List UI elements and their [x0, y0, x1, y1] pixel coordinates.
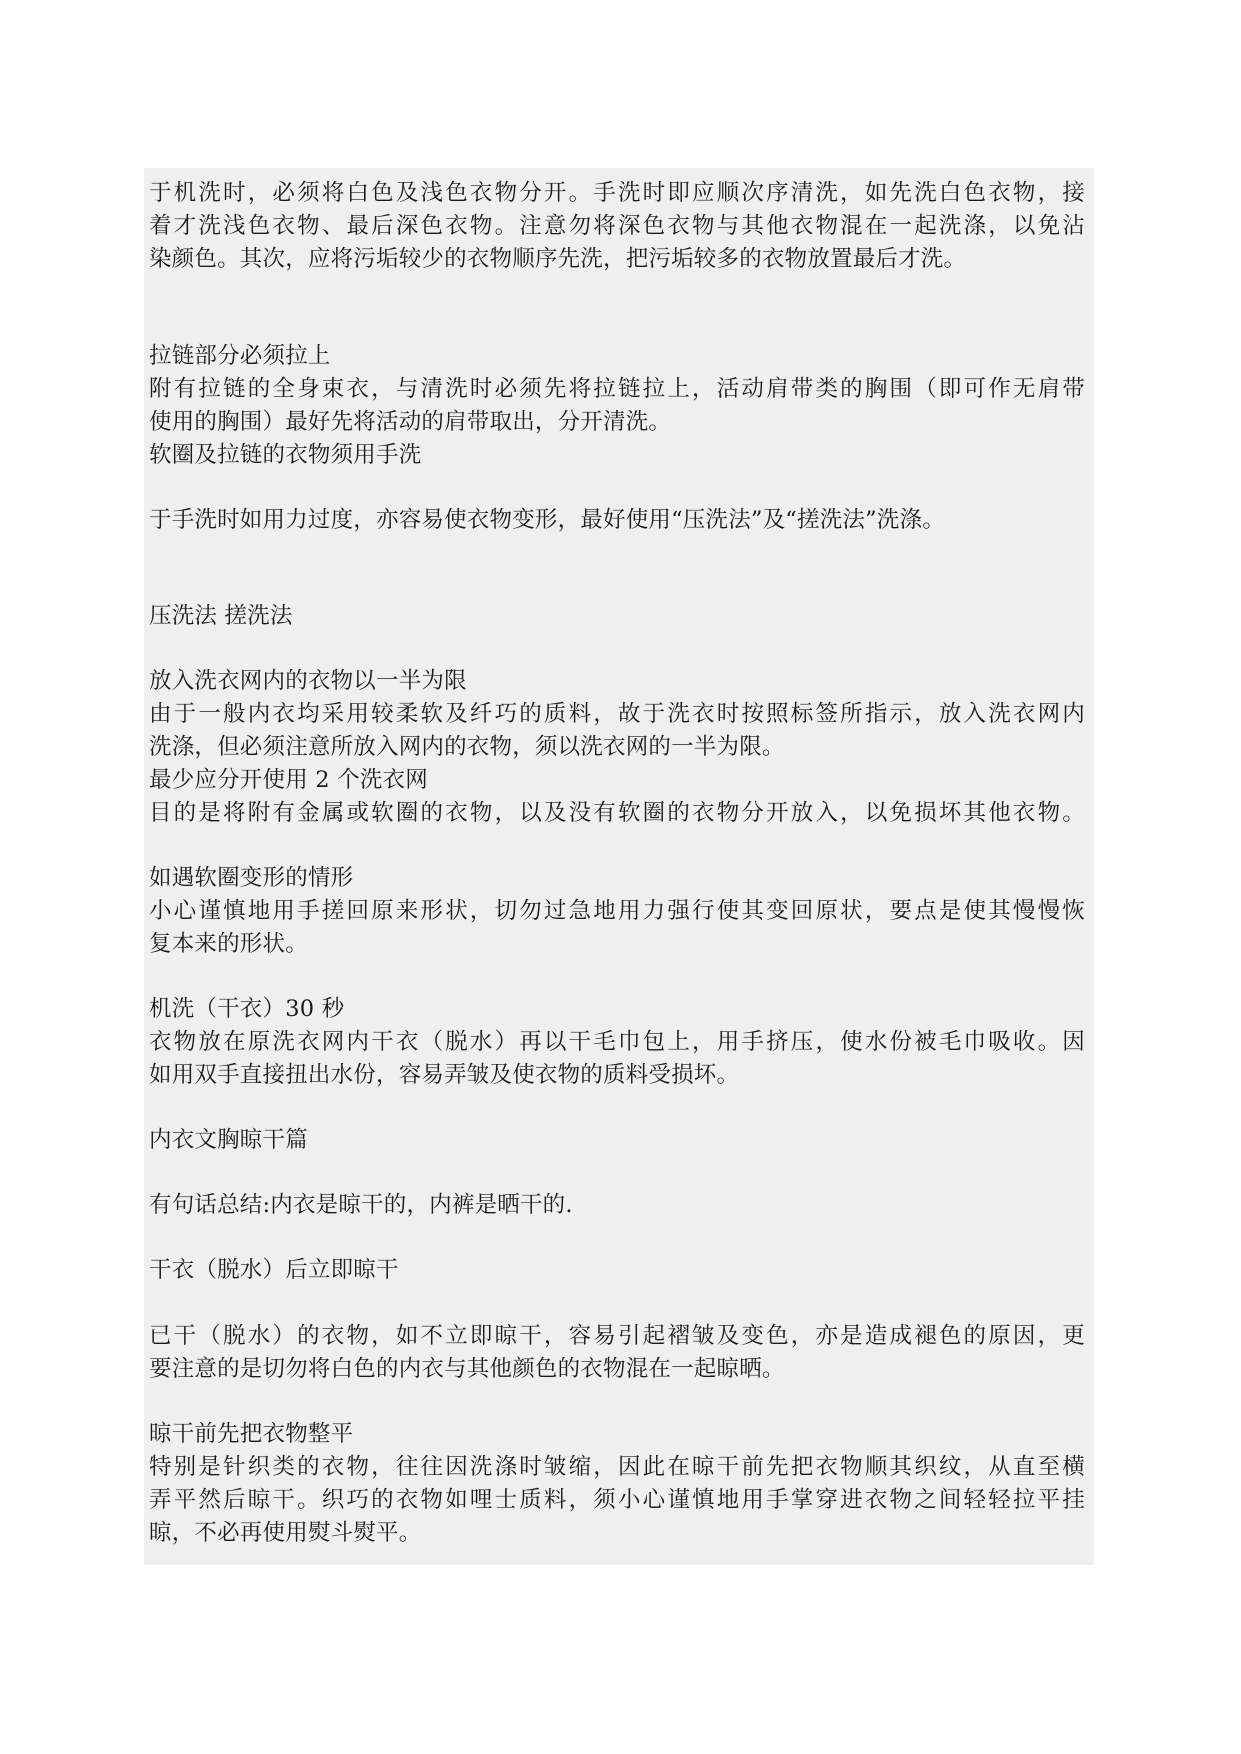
- paragraph-line: 如用双手直接扭出水份，容易弄皱及使衣物的质料受损坏。: [149, 1062, 740, 1088]
- section-heading: 拉链部分必须拉上: [149, 343, 331, 369]
- paragraph-line: 由于一般内衣均采用较柔软及纤巧的质料，故于洗衣时按照标签所指示，放入洗衣网内: [149, 701, 1085, 727]
- section-heading: 放入洗衣网内的衣物以一半为限: [149, 668, 467, 694]
- paragraph-line: 于手洗时如用力过度，亦容易使衣物变形，最好使用“压洗法”及“搓洗法”洗涤。: [149, 507, 945, 533]
- paragraph-line: 染颜色。其次，应将污垢较少的衣物顺序先洗，把污垢较多的衣物放置最后才洗。: [149, 246, 967, 272]
- section-heading: 晾干前先把衣物整平: [149, 1421, 354, 1447]
- section-heading: 干衣（脱水）后立即晾干: [149, 1257, 399, 1283]
- paragraph-line: 使用的胸围）最好先将活动的肩带取出，分开清洗。: [149, 409, 672, 435]
- section-heading: 内衣文胸晾干篇: [149, 1127, 308, 1153]
- section-heading: 如遇软圈变形的情形: [149, 865, 354, 891]
- paragraph-line: 复本来的形状。: [149, 931, 308, 957]
- paragraph-line: 衣物放在原洗衣网内干衣（脱水）再以干毛巾包上，用手挤压，使水份被毛巾吸收。因: [149, 1029, 1085, 1055]
- paragraph-line: 有句话总结:内衣是晾干的，内裤是晒干的.: [149, 1192, 573, 1218]
- section-heading: 最少应分开使用 2 个洗衣网: [149, 767, 428, 793]
- section-heading: 软圈及拉链的衣物须用手洗: [149, 442, 422, 468]
- section-heading: 机洗（干衣）30 秒: [149, 996, 345, 1022]
- paragraph-line: 已干（脱水）的衣物，如不立即晾干，容易引起褶皱及变色，亦是造成褪色的原因，更: [149, 1323, 1085, 1349]
- paragraph-line: 弄平然后晾干。织巧的衣物如哩士质料，须小心谨慎地用手掌穿进衣物之间轻轻拉平挂: [149, 1487, 1085, 1513]
- paragraph-line: 目的是将附有金属或软圈的衣物，以及没有软圈的衣物分开放入，以免损坏其他衣物。: [149, 800, 1085, 826]
- paragraph-line: 要注意的是切勿将白色的内衣与其他颜色的衣物混在一起晾晒。: [149, 1356, 785, 1382]
- paragraph-line: 小心谨慎地用手搓回原来形状，切勿过急地用力强行使其变回原状，要点是使其慢慢恢: [149, 898, 1085, 924]
- paragraph-line: 洗涤，但必须注意所放入网内的衣物，须以洗衣网的一半为限。: [149, 734, 785, 760]
- paragraph-line: 特别是针织类的衣物，往往因洗涤时皱缩，因此在晾干前先把衣物顺其织纹，从直至横: [149, 1454, 1085, 1480]
- paragraph-line: 着才洗浅色衣物、最后深色衣物。注意勿将深色衣物与其他衣物混在一起洗涤，以免沾: [149, 213, 1085, 239]
- paragraph-line: 晾，不必再使用熨斗熨平。: [149, 1520, 422, 1546]
- paragraph-line: 附有拉链的全身束衣，与清洗时必须先将拉链拉上，活动肩带类的胸围（即可作无肩带: [149, 376, 1085, 402]
- section-heading: 压洗法 搓洗法: [149, 603, 293, 629]
- paragraph-line: 于机洗时，必须将白色及浅色衣物分开。手洗时即应顺次序清洗，如先洗白色衣物，接: [149, 180, 1085, 206]
